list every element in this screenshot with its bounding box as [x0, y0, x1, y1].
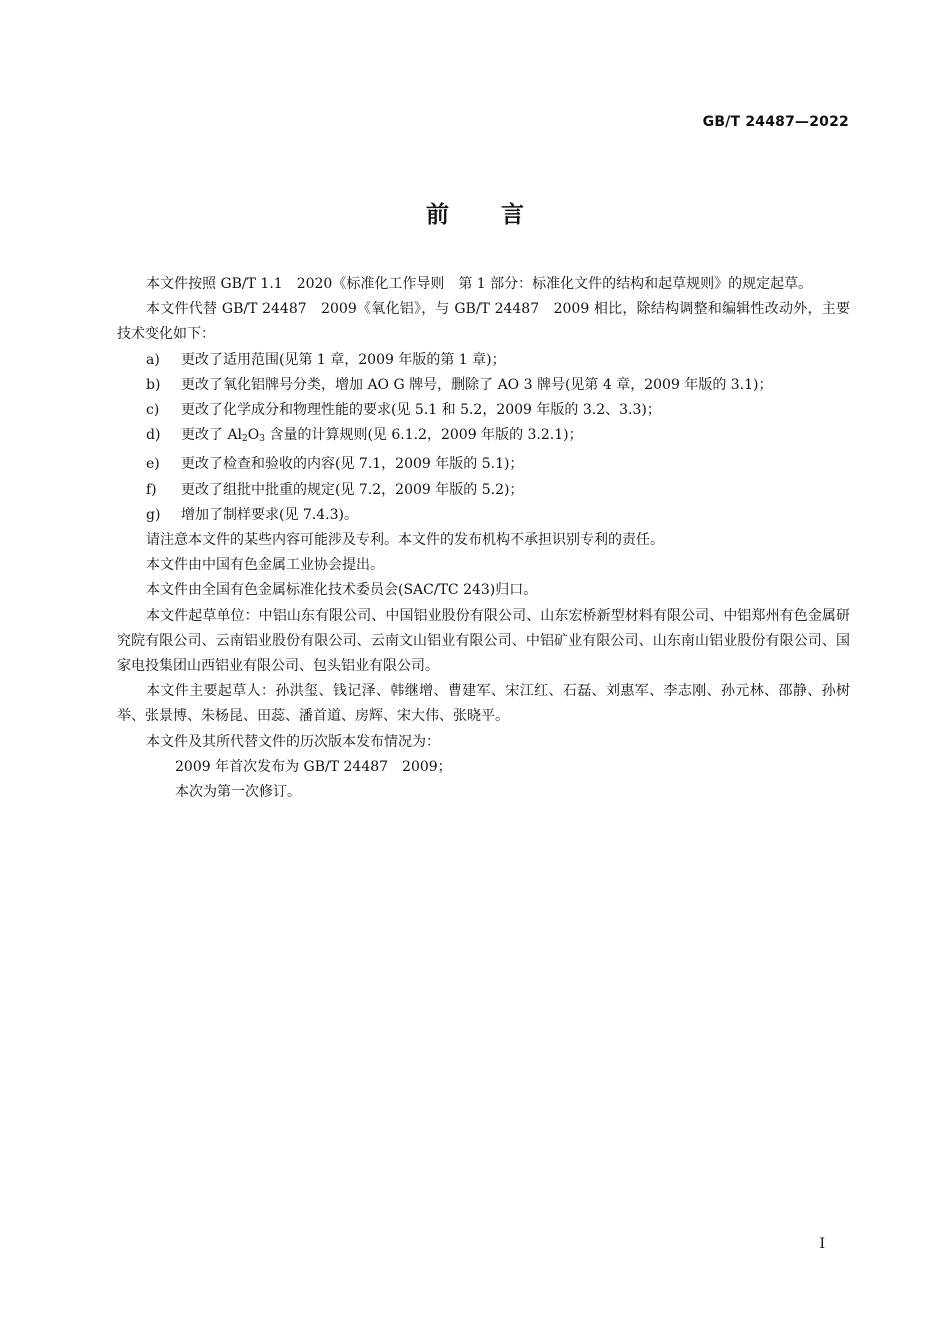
change-label: e): [146, 456, 160, 473]
change-item-f: [117, 478, 850, 503]
change-text: 更改了组批中批重的规定(见 7.2，2009 年版的 5.2)；: [181, 481, 524, 498]
change-item-a: [117, 348, 850, 373]
subscript: 3: [259, 434, 265, 445]
change-item-e: [117, 452, 850, 477]
change-label: a): [146, 351, 160, 368]
change-text: 更改了氧化铝牌号分类，增加 AO G 牌号，删除了 AO 3 牌号(见第 4 章，2009 年版的 3.1)；: [181, 376, 773, 393]
foreword-content: [117, 272, 850, 805]
page-title: 前言: [426, 202, 576, 228]
change-label: c): [146, 402, 160, 419]
history-item: 2009 年首次发布为 GB/T 24487 2009；: [175, 758, 452, 775]
paragraph-drafters: 本文件主要起草人：孙洪玺、钱记泽、韩继增、曹建军、宋江红、石磊、刘惠军、李志刚、孙元林、邵静、孙树举、张景博、朱杨昆、田蕊、潘首道、房辉、宋大伟、张晓平。: [117, 683, 850, 725]
change-label: f): [146, 481, 157, 498]
change-text-mid: O: [247, 427, 260, 444]
change-text-before: 更改了 Al: [181, 427, 243, 444]
change-text-after: 含量的计算规则(见 6.1.2，2009 年版的 3.2.1)；: [265, 427, 583, 444]
change-text: 更改了检查和验收的内容(见 7.1，2009 年版的 5.1)；: [181, 456, 524, 473]
paragraph-replacement: 本文件代替 GB/T 24487 2009《氧化铝》，与 GB/T 24487 2009 相比，除结构调整和编辑性改动外，主要技术变化如下：: [117, 301, 850, 343]
change-text: 更改了化学成分和物理性能的要求(见 5.1 和 5.2，2009 年版的 3.2、3.3)；: [181, 402, 661, 419]
change-item-g: [117, 503, 850, 528]
paragraph-history-intro: 本文件及其所代替文件的历次版本发布情况为：: [146, 733, 440, 750]
history-item: 本次为第一次修订。: [175, 784, 301, 801]
change-item-b: [117, 373, 850, 398]
paragraph-centralized: 本文件由全国有色金属标准化技术委员会(SAC/TC 243)归口。: [146, 582, 538, 599]
change-item-d: [117, 423, 850, 452]
paragraph-proposer: 本文件由中国有色金属工业协会提出。: [146, 557, 384, 574]
standard-number: GB/T 24487—2022: [702, 114, 849, 130]
change-label: b): [146, 376, 161, 393]
change-label: g): [146, 506, 161, 523]
paragraph-drafting-rules: 本文件按照 GB/T 1.1 2020《标准化工作导则 第 1 部分：标准化文件的结构和起草规则》的规定起草。: [146, 276, 813, 292]
subscript: 2: [242, 434, 248, 445]
change-item-c: [117, 398, 850, 423]
change-text: 增加了制样要求(见 7.4.3)。: [181, 506, 358, 523]
paragraph-patent: 请注意本文件的某些内容可能涉及专利。本文件的发布机构不承担识别专利的责任。: [146, 532, 664, 549]
change-text: 更改了适用范围(见第 1 章，2009 年版的第 1 章)；: [181, 351, 506, 368]
paragraph-drafting-units: 本文件起草单位：中铝山东有限公司、中国铝业股份有限公司、山东宏桥新型材料有限公司、中铝郑州有色金属研究院有限公司、云南铝业股份有限公司、云南文山铝业有限公司、中铝矿业有限公司、山东南山铝业股份有限公司、国家电投集团山西铝业有限公司、包头铝业有限公司。: [117, 607, 850, 675]
change-text: [181, 423, 583, 452]
page-number: I: [819, 1236, 825, 1252]
change-label: d): [146, 427, 161, 444]
